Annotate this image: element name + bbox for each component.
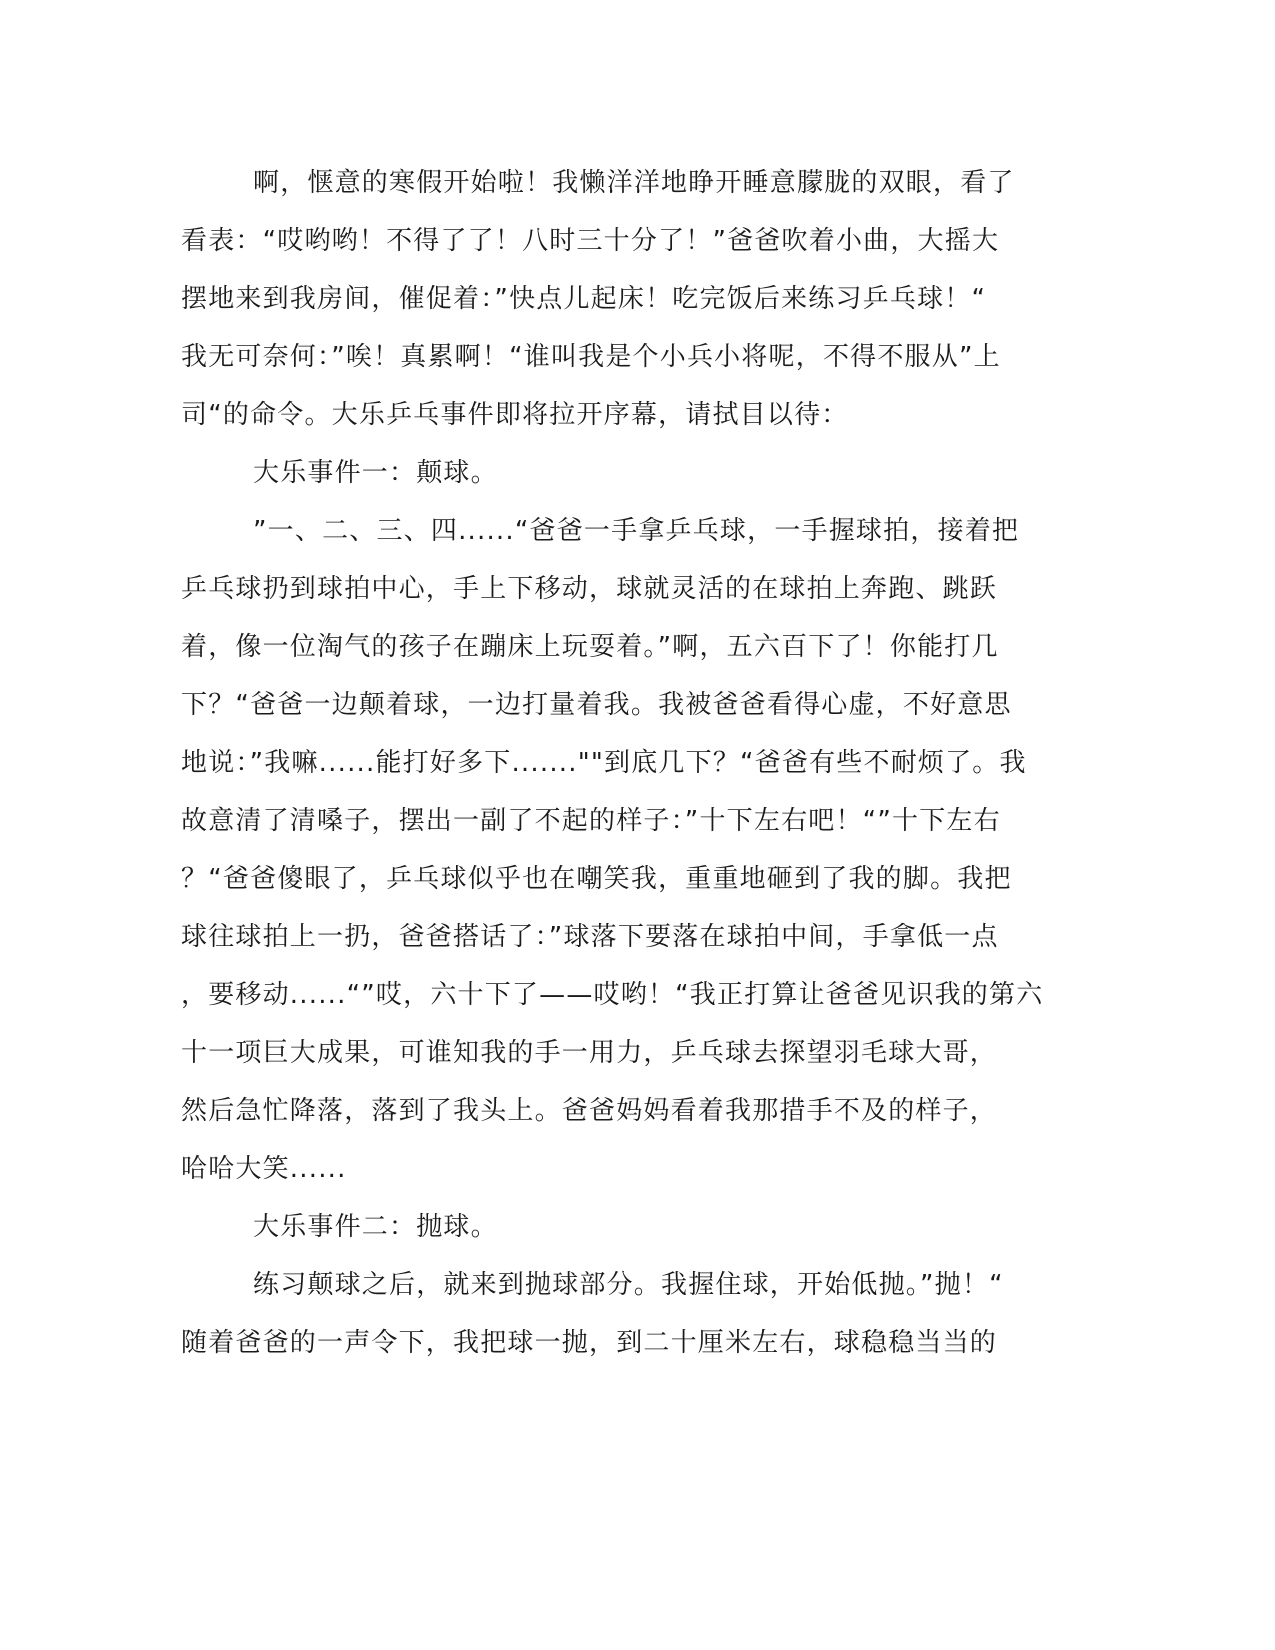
text-line: 然后急忙降落，落到了我头上。爸爸妈妈看着我那措手不及的样子， <box>181 1096 998 1126</box>
text-line: 地说：”我嘛......能打好多下.......""到底几下？“爸爸有些不耐烦了。我 <box>181 748 1027 778</box>
text-line: 故意清了清嗓子，摆出一副了不起的样子：”十下左右吧！“”十下左右 <box>181 806 1001 836</box>
text-line: ”一、二、三、四......“爸爸一手拿乒乓球，一手握球拍，接着把 <box>253 516 1020 546</box>
text-line: 下？“爸爸一边颠着球，一边打量着我。我被爸爸看得心虚，不好意思 <box>181 690 1012 720</box>
section-heading: 大乐事件二：抛球。 <box>253 1212 498 1242</box>
text-line: 随着爸爸的一声令下，我把球一抛，到二十厘米左右，球稳稳当当的 <box>181 1328 998 1358</box>
text-line: ，要移动......“”哎，六十下了——哎哟！“我正打算让爸爸见识我的第六 <box>181 980 1044 1010</box>
text-line: 练习颠球之后，就来到抛球部分。我握住球，开始低抛。”抛！“ <box>253 1270 1004 1300</box>
text-line: ？“爸爸傻眼了，乒乓球似乎也在嘲笑我，重重地砸到了我的脚。我把 <box>181 864 1012 894</box>
text-line: 司“的命令。大乐乒乓事件即将拉开序幕，请拭目以待： <box>181 400 849 430</box>
section-heading: 大乐事件一：颠球。 <box>253 458 498 488</box>
text-line: 哈哈大笑...... <box>181 1154 347 1184</box>
text-line: 我无可奈何：”唉！真累啊！“谁叫我是个小兵小将呢，不得不服从”上 <box>181 342 1001 372</box>
text-line: 看表：“哎哟哟！不得了了！八时三十分了！”爸爸吹着小曲，大摇大 <box>181 226 1000 256</box>
text-line: 啊，惬意的寒假开始啦！我懒洋洋地睁开睡意朦胧的双眼，看了 <box>253 168 1015 198</box>
text-line: 乒乓球扔到球拍中心，手上下移动，球就灵活的在球拍上奔跑、跳跃 <box>181 574 998 604</box>
text-line: 十一项巨大成果，可谁知我的手一用力，乒乓球去探望羽毛球大哥， <box>181 1038 998 1068</box>
text-line: 着，像一位淘气的孩子在蹦床上玩耍着。”啊，五六百下了！你能打几 <box>181 632 999 662</box>
text-line: 球往球拍上一扔，爸爸搭话了：”球落下要落在球拍中间，手拿低一点 <box>181 922 999 952</box>
text-line: 摆地来到我房间，催促着：”快点儿起床！吃完饭后来练习乒乓球！“ <box>181 284 987 314</box>
